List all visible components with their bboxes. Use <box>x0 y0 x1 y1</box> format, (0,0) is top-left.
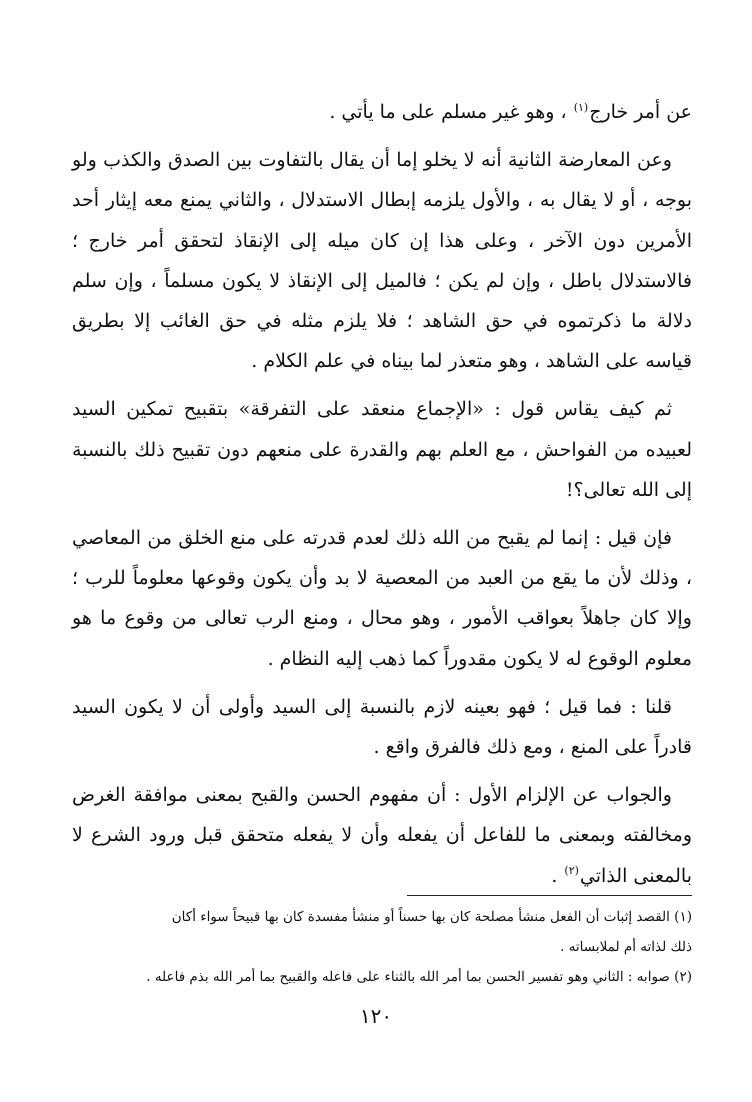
paragraph-5: قلنا : فما قيل ؛ فهو بعينه لازم بالنسبة إلى السيد وأولى أن لا يكون السيد قادراً على المنع ، ومع ذلك فالفرق واقع . <box>72 695 692 759</box>
footnote-divider <box>407 895 692 896</box>
paragraph-1-text: عن أمر خارج <box>589 101 692 123</box>
footnote-marker-2: (٢) <box>564 864 579 878</box>
paragraph-6-text: والجواب عن الإلزام الأول : أن مفهوم الحسن والقبح بمعنى موافقة الغرض ومخالفته وبمعنى ما للفاعل أن يفعله وأن لا يفعله متحقق قبل ورود الشرع لا بالمعنى الذاتي <box>72 784 692 887</box>
paragraph-6 <box>72 775 692 896</box>
footnote-marker-1: (١) <box>573 100 589 114</box>
paragraph-3: ثم كيف يقاس قول : «الإجماع منعقد على التفرقة» بتقبيح تمكين السيد لعبيده من الفواحش ، مع العلم بهم والقدرة على منعهم دون تقبيح ذلك بالنسبة إلى الله تعالى؟! <box>72 398 692 501</box>
paragraph-1-text-end: ، وهو غير مسلم على ما يأتي . <box>329 101 567 123</box>
paragraph-4: فإن قيل : إنما لم يقبح من الله ذلك لعدم قدرته على منع الخلق من المعاصي ، وذلك لأن ما يقع من العبد من المعصية لا بد وأن يكون وقوعها معلوماً للرب ؛ وإلا كان جاهلاً بعواقب الأمور ، وهو محال ، ومنع الرب تعالى من وقوع ما هو معلوم الوقوع له لا يكون مقدوراً كما ذهب إليه النظام . <box>72 527 692 670</box>
paragraph-2: وعن المعارضة الثانية أنه لا يخلو إما أن يقال بالتفاوت بين الصدق والكذب ولو بوجه ، أو لا يقال به ، والأول يلزمه إبطال الاستدلال ، والثاني يمنع معه إيثار أحد الأمرين دون الآخر ، وعلى هذا إن كان ميله إلى الإنقاذ لتحقق أمر خارج ؛ فالاستدلال باطل ، وإن لم يكن ؛ فالميل إلى الإنقاذ لا يكون مسلماً ، وإن سلم دلالة ما ذكرتموه في حق الشاهد ؛ فلا يلزم مثله في حق الغائب إلا بطريق قياسه على الشاهد ، وهو متعذر لما بيناه في علم الكلام . <box>72 149 693 373</box>
paragraph-6-text-end: . <box>551 864 558 887</box>
footnote-2: (٢) صوابه : الثاني وهو تفسير الحسن بما أمر الله بالثناء على فاعله والقبيح بما أمر الله بذم فاعله . <box>146 969 692 985</box>
footnote-1: (١) القصد إثبات أن الفعل منشأ مصلحة كان بها حسناً أو منشأ مفسدة كان بها قبيحاً سواء أكان <box>171 909 692 925</box>
page-number: ١٢٠ <box>359 1004 393 1028</box>
paragraph-1 <box>72 92 692 132</box>
main-text <box>72 92 692 904</box>
footnote-1-continuation: ذلك لذاته أم لملابساته . <box>560 939 692 955</box>
footnotes <box>72 902 692 992</box>
